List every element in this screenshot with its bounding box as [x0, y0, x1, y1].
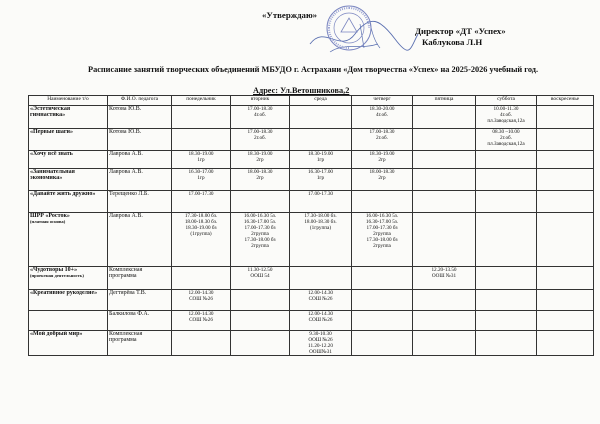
- schedule-cell-fri: [413, 106, 476, 129]
- schedule-entry: 12.00-14.30: [188, 311, 214, 317]
- schedule-cell-sun: [537, 331, 594, 356]
- schedule-body: [29, 106, 594, 356]
- schedule-cell-tue: [231, 129, 290, 151]
- schedule-cell-wed: [290, 311, 352, 331]
- schedule-entry: 12.00-14.30: [188, 290, 214, 296]
- schedule-entry: 2г.об.: [500, 135, 512, 142]
- schedule-entry: СОШ №26: [308, 296, 333, 303]
- director-title: Директор «ДТ «Успех»: [415, 26, 506, 36]
- teacher-cell: Лаврова А.В.: [108, 213, 172, 267]
- program-name-cell: [29, 267, 108, 290]
- program-name-cell: [29, 191, 108, 213]
- schedule-entry: 17.30-18.00 бз.: [304, 213, 337, 219]
- schedule-entry: 17.00-17.30: [307, 191, 334, 197]
- table-row: [29, 213, 594, 267]
- schedule-cell-sun: [537, 106, 594, 129]
- schedule-entry: 17.00-18.30: [247, 129, 273, 135]
- schedule-cell-fri: [413, 331, 476, 356]
- program-name: ШРР «Росток»: [30, 213, 70, 219]
- schedule-cell-sat: [476, 151, 537, 169]
- address-line: Адрес: Ул.Ветошникова,2: [253, 86, 350, 95]
- schedule-entry: 2гр: [378, 175, 386, 182]
- schedule-cell-tue: [231, 267, 290, 290]
- schedule-entry: 2гр: [256, 157, 264, 164]
- col-header: четверг: [352, 96, 413, 106]
- schedule-entry: 18.30-19.00: [369, 151, 395, 157]
- schedule-entry: 18.30-19.00: [188, 151, 214, 157]
- schedule-cell-sat: [476, 213, 537, 267]
- schedule-cell-tue: [231, 169, 290, 191]
- schedule-entry: (1группа): [309, 225, 332, 232]
- schedule-entry: 4г.об.: [500, 112, 512, 119]
- schedule-entry: СОШ №26: [189, 296, 213, 303]
- program-subtitle: (проектная деятельность): [30, 273, 84, 279]
- schedule-cell-fri: [413, 151, 476, 169]
- director-name: Каблукова Л.Н: [422, 37, 483, 47]
- schedule-entry: 12.00-14.30: [307, 311, 334, 317]
- schedule-cell-wed: [290, 267, 352, 290]
- schedule-entry: 17.00-17.30: [188, 191, 214, 197]
- schedule-cell-wed: [290, 129, 352, 151]
- teacher-cell: Котова Ю.В.: [108, 106, 172, 129]
- schedule-cell-sun: [537, 151, 594, 169]
- teacher-cell: Комплексная программа: [108, 267, 172, 290]
- schedule-cell-wed: [290, 213, 352, 267]
- schedule-cell-wed: [290, 169, 352, 191]
- col-header: понедельник: [172, 96, 231, 106]
- schedule-cell-sat: [476, 191, 537, 213]
- schedule-cell-thu: [352, 169, 413, 191]
- program-name: «Чудотворы 10+»: [30, 267, 78, 273]
- official-seal-stamp: [325, 4, 373, 52]
- schedule-cell-sat: [476, 129, 537, 151]
- schedule-cell-sun: [537, 129, 594, 151]
- schedule-entry: ООШ №31: [431, 273, 457, 280]
- schedule-entry: 11.30-12.50: [247, 267, 273, 273]
- program-name-cell: [29, 290, 108, 311]
- schedule-entry: пл.Заводская,12а: [487, 141, 525, 148]
- schedule-entry: 1гр: [316, 157, 325, 164]
- table-row: [29, 191, 594, 213]
- schedule-entry: (1группа): [190, 231, 212, 238]
- schedule-entry: 11.20-12.20: [308, 343, 333, 350]
- schedule-cell-fri: [413, 191, 476, 213]
- col-header: Наименование т/о: [29, 96, 108, 106]
- schedule-cell-tue: [231, 311, 290, 331]
- table-row: [29, 129, 594, 151]
- schedule-entry: 16.30-17.00: [188, 169, 214, 175]
- col-header: Ф.И.О. педагога: [108, 96, 172, 106]
- schedule-entry: 2группа: [251, 243, 269, 250]
- schedule-entry: 17.30-18.00 бз: [244, 237, 276, 244]
- program-name: «Занимательная экономика»: [30, 169, 75, 182]
- program-name: «Первые шаги»: [30, 129, 74, 135]
- schedule-cell-wed: [290, 191, 352, 213]
- schedule-cell-sun: [537, 213, 594, 267]
- schedule-entry: 18.30-19.00: [247, 151, 273, 157]
- col-header: пятница: [413, 96, 476, 106]
- schedule-cell-mon: [172, 331, 231, 356]
- teacher-cell: Комплексная программа: [108, 331, 172, 356]
- teacher-cell: Балкилова Ф.А.: [108, 311, 172, 331]
- schedule-cell-wed: [290, 151, 352, 169]
- program-name-cell: [29, 106, 108, 129]
- schedule-cell-sun: [537, 311, 594, 331]
- schedule-cell-sun: [537, 191, 594, 213]
- program-name: «Эстетическая гимнастика»: [30, 106, 71, 119]
- schedule-cell-sun: [537, 290, 594, 311]
- schedule-cell-mon: [172, 169, 231, 191]
- program-name-cell: [29, 169, 108, 191]
- schedule-cell-sun: [537, 169, 594, 191]
- schedule-cell-wed: [290, 106, 352, 129]
- table-row: [29, 331, 594, 356]
- schedule-entry: 2группа: [251, 231, 269, 238]
- schedule-cell-mon: [172, 290, 231, 311]
- program-name: «Давайте жить дружно»: [30, 191, 96, 197]
- schedule-cell-sat: [476, 311, 537, 331]
- schedule-cell-mon: [172, 106, 231, 129]
- schedule-cell-thu: [352, 191, 413, 213]
- schedule-cell-thu: [352, 213, 413, 267]
- schedule-entry: 4г.об.: [254, 112, 266, 119]
- col-header: вторник: [231, 96, 290, 106]
- schedule-cell-tue: [231, 290, 290, 311]
- schedule-entry: 17.00-18.30: [369, 129, 395, 135]
- teacher-cell: Лаврова А.В.: [108, 151, 172, 169]
- program-name: «Креативное рукоделие»: [30, 290, 98, 296]
- schedule-cell-tue: [231, 151, 290, 169]
- schedule-cell-mon: [172, 311, 231, 331]
- schedule-cell-tue: [231, 191, 290, 213]
- table-row: [29, 151, 594, 169]
- table-row: [29, 106, 594, 129]
- table-row: [29, 267, 594, 290]
- schedule-entry: 1гр: [197, 175, 205, 182]
- schedule-cell-mon: [172, 129, 231, 151]
- schedule-cell-thu: [352, 267, 413, 290]
- schedule-cell-sat: [476, 106, 537, 129]
- program-name-cell: [29, 129, 108, 151]
- schedule-entry: СОШ №26: [189, 317, 213, 324]
- schedule-entry: 16.30-17.00 5з.: [365, 219, 399, 226]
- schedule-cell-thu: [352, 311, 413, 331]
- schedule-entry: ООШ№31: [309, 349, 332, 356]
- schedule-cell-fri: [413, 169, 476, 191]
- schedule-cell-fri: [413, 290, 476, 311]
- schedule-cell-mon: [172, 191, 231, 213]
- col-header: среда: [290, 96, 352, 106]
- schedule-entry: 16.30-17.00 5з.: [243, 219, 277, 226]
- teacher-cell: Котова Ю.В.: [108, 129, 172, 151]
- schedule-entry: 12.00-14.30: [307, 290, 334, 296]
- schedule-entry: 18.30-20.00: [369, 106, 395, 112]
- col-header: суббота: [476, 96, 537, 106]
- schedule-cell-mon: [172, 151, 231, 169]
- program-name-cell: [29, 213, 108, 267]
- program-name-cell: [29, 331, 108, 356]
- schedule-cell-fri: [413, 213, 476, 267]
- schedule-entry: ООШ 54: [250, 273, 270, 280]
- program-name: «Хочу всё знать: [30, 151, 73, 157]
- schedule-entry: 2группа: [373, 243, 391, 250]
- header-row: [29, 96, 594, 106]
- schedule-cell-thu: [352, 106, 413, 129]
- schedule-cell-sun: [537, 267, 594, 290]
- schedule-entry: СОШ №26: [308, 317, 333, 324]
- schedule-cell-fri: [413, 129, 476, 151]
- schedule-table: [28, 95, 594, 356]
- schedule-entry: 1гр: [197, 157, 205, 164]
- schedule-cell-sat: [476, 169, 537, 191]
- schedule-entry: 17.30-18.00 бз.: [184, 213, 218, 219]
- col-header: воскресенье: [537, 96, 594, 106]
- schedule-entry: 10.00-11.30: [493, 106, 519, 112]
- table-row: [29, 290, 594, 311]
- schedule-cell-thu: [352, 151, 413, 169]
- schedule-entry: ООШ №26: [308, 337, 333, 344]
- schedule-entry: 1гр: [316, 175, 325, 182]
- schedule-entry: 17.00-17.30 бз: [244, 225, 276, 232]
- schedule-entry: 18.00-18.30: [369, 169, 395, 175]
- table-row: [29, 169, 594, 191]
- schedule-cell-mon: [172, 213, 231, 267]
- schedule-cell-mon: [172, 267, 231, 290]
- schedule-cell-tue: [231, 106, 290, 129]
- schedule-entry: 9.30-10.30: [309, 331, 332, 337]
- schedule-cell-thu: [352, 331, 413, 356]
- schedule-entry: 12.20-13.50: [431, 267, 457, 273]
- table-row: [29, 311, 594, 331]
- schedule-cell-thu: [352, 290, 413, 311]
- schedule-cell-fri: [413, 311, 476, 331]
- schedule-entry: 18.00-18.30 бз.: [184, 219, 218, 226]
- schedule-cell-sat: [476, 331, 537, 356]
- teacher-cell: Терещенко Л.Б.: [108, 191, 172, 213]
- schedule-entry: 18.00-18.30: [247, 169, 273, 175]
- schedule-entry: 17.30-18.00 бз: [366, 237, 398, 244]
- schedule-entry: 18.00-18.30 бз.: [304, 219, 337, 226]
- schedule-entry: 16.30-17.00: [307, 169, 334, 175]
- schedule-entry: 4г.об.: [376, 112, 388, 119]
- approval-label: «Утверждаю»: [262, 10, 318, 20]
- schedule-cell-tue: [231, 213, 290, 267]
- teacher-cell: Дегтярёва Т.В.: [108, 290, 172, 311]
- schedule-cell-sat: [476, 267, 537, 290]
- schedule-entry: 2гр: [378, 157, 386, 164]
- schedule-entry: 17.00-18.30: [247, 106, 273, 112]
- schedule-entry: 18.30-19.00 бз: [185, 225, 217, 232]
- schedule-entry: 16.00-16.30 5з.: [243, 213, 277, 219]
- schedule-entry: 2гр: [256, 175, 264, 182]
- program-name-cell: [29, 311, 108, 331]
- program-subtitle: (платная основа): [30, 219, 66, 225]
- program-name: «Мой добрый мир»: [30, 331, 83, 337]
- teacher-cell: Лаврова А.В.: [108, 169, 172, 191]
- schedule-cell-wed: [290, 290, 352, 311]
- schedule-cell-fri: [413, 267, 476, 290]
- schedule-entry: 17.00-17.30 бз: [366, 225, 398, 232]
- document-title: Расписание занятий творческих объединений МБУДО г. Астрахани «Дом творчества «Успех» на 2025-2026 учебный год.: [88, 65, 539, 74]
- schedule-entry: 18.30-19.00: [307, 151, 334, 157]
- schedule-entry: 2группа: [373, 231, 391, 238]
- schedule-entry: 2г.об.: [376, 135, 388, 142]
- schedule-cell-sat: [476, 290, 537, 311]
- program-name-cell: [29, 151, 108, 169]
- schedule-entry: 08.30 –10.00: [492, 129, 520, 135]
- schedule-cell-wed: [290, 331, 352, 356]
- schedule-entry: 2г.об.: [254, 135, 266, 142]
- schedule-entry: пл.Заводская,12а: [487, 118, 525, 125]
- schedule-cell-tue: [231, 331, 290, 356]
- schedule-entry: 16.00-16.30 5з.: [365, 213, 399, 219]
- schedule-cell-thu: [352, 129, 413, 151]
